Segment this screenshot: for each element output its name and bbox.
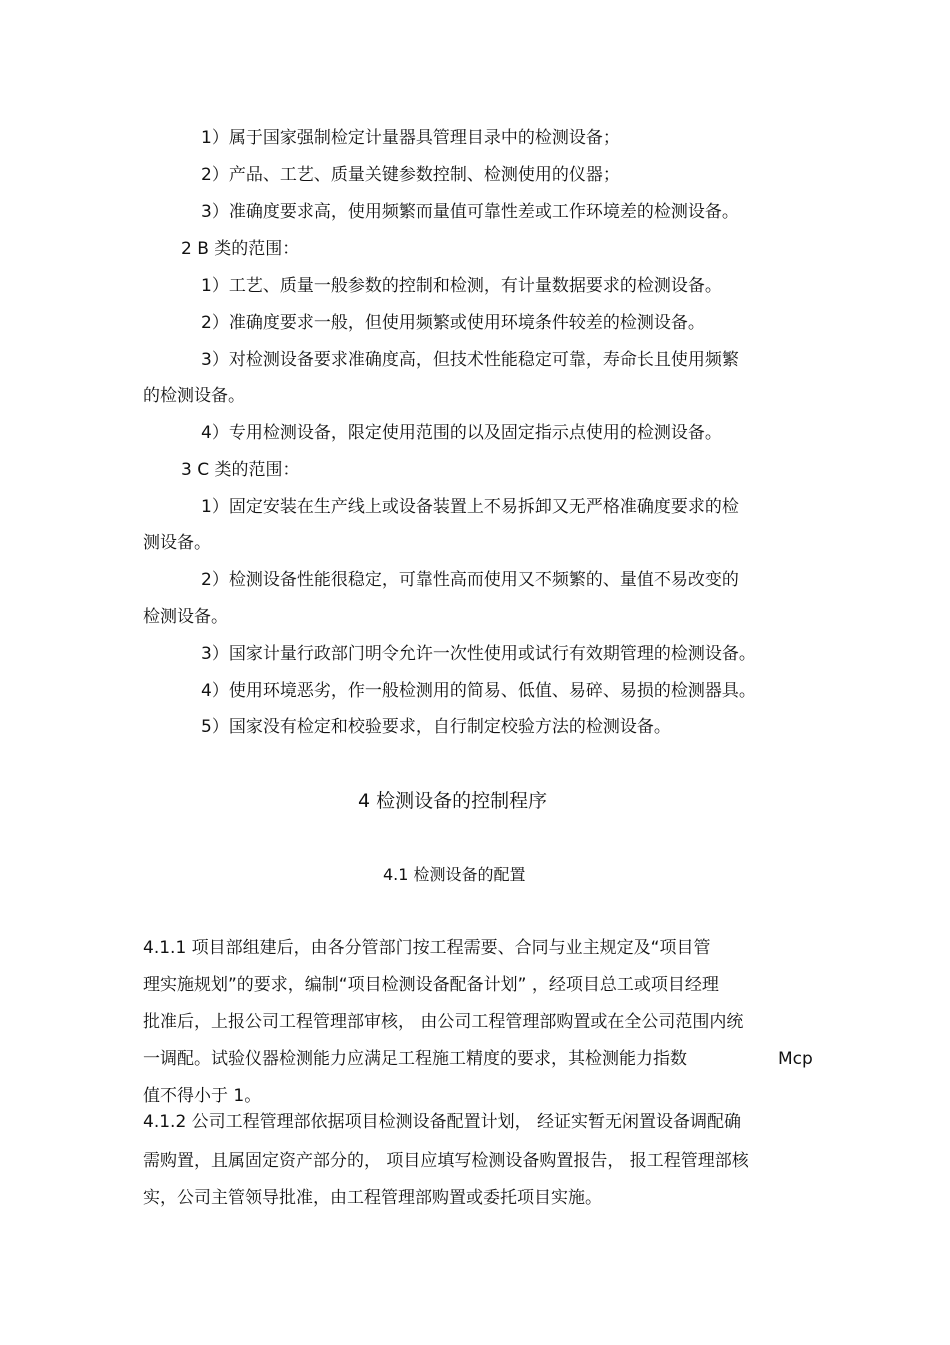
scope-c-item-3: 3）国家计量行政部门明令允许一次性使用或试行有效期管理的检测设备。 xyxy=(201,644,756,664)
scope-a-item-3: 3）准确度要求高，使用频繁而量值可靠性差或工作环境差的检测设备。 xyxy=(201,202,739,222)
section-4-1-heading: 4.1 检测设备的配置 xyxy=(383,865,526,884)
scope-b-item-3-cont: 的检测设备。 xyxy=(143,386,245,406)
clause-4-1-1-line-5: 值不得小于 1。 xyxy=(143,1086,262,1106)
scope-c-item-4: 4）使用环境恶劣，作一般检测用的简易、低值、易碎、易损的检测器具。 xyxy=(201,681,756,701)
scope-c-item-5: 5）国家没有检定和校验要求，自行制定校验方法的检测设备。 xyxy=(201,717,671,737)
scope-c-item-1-cont: 测设备。 xyxy=(143,533,211,553)
scope-a-item-2: 2）产品、工艺、质量关键参数控制、检测使用的仪器； xyxy=(201,165,620,185)
clause-4-1-1-line-4: 一调配。试验仪器检测能力应满足工程施工精度的要求，其检测能力指数 xyxy=(143,1049,687,1069)
scope-b-item-3: 3）对检测设备要求准确度高，但技术性能稳定可靠，寿命长且使用频繁 xyxy=(201,350,739,370)
clause-4-1-2-line-1: 4.1.2 公司工程管理部依据项目检测设备配置计划， 经证实暂无闲置设备调配确 xyxy=(143,1112,742,1132)
clause-4-1-1-line-3: 批准后，上报公司工程管理部审核， 由公司工程管理部购置或在全公司范围内统 xyxy=(143,1012,744,1032)
scope-c-item-1: 1）固定安装在生产线上或设备装置上不易拆卸又无严格准确度要求的检 xyxy=(201,497,739,517)
scope-c-item-2-cont: 检测设备。 xyxy=(143,607,228,627)
scope-b-item-1: 1）工艺、质量一般参数的控制和检测，有计量数据要求的检测设备。 xyxy=(201,276,722,296)
scope-c-title: 3 C 类的范围： xyxy=(181,460,300,480)
clause-4-1-2-line-3: 实，公司主管领导批准，由工程管理部购置或委托项目实施。 xyxy=(143,1188,602,1208)
scope-b-item-2: 2）准确度要求一般，但使用频繁或使用环境条件较差的检测设备。 xyxy=(201,313,705,333)
mcp-label: Mcp xyxy=(778,1049,813,1069)
clause-4-1-1-line-2: 理实施规划”的要求，编制“项目检测设备配备计划” ，经项目总工或项目经理 xyxy=(143,975,719,995)
scope-b-item-4: 4）专用检测设备，限定使用范围的以及固定指示点使用的检测设备。 xyxy=(201,423,722,443)
clause-4-1-1-line-1: 4.1.1 项目部组建后，由各分管部门按工程需要、合同与业主规定及“项目管 xyxy=(143,938,711,958)
scope-a-item-1: 1）属于国家强制检定计量器具管理目录中的检测设备； xyxy=(201,128,620,148)
clause-4-1-2-line-2: 需购置，且属固定资产部分的， 项目应填写检测设备购置报告， 报工程管理部核 xyxy=(143,1151,749,1171)
section-4-heading: 4 检测设备的控制程序 xyxy=(358,790,548,812)
scope-b-title: 2 B 类的范围： xyxy=(181,239,300,259)
scope-c-item-2: 2）检测设备性能很稳定，可靠性高而使用又不频繁的、量值不易改变的 xyxy=(201,570,739,590)
